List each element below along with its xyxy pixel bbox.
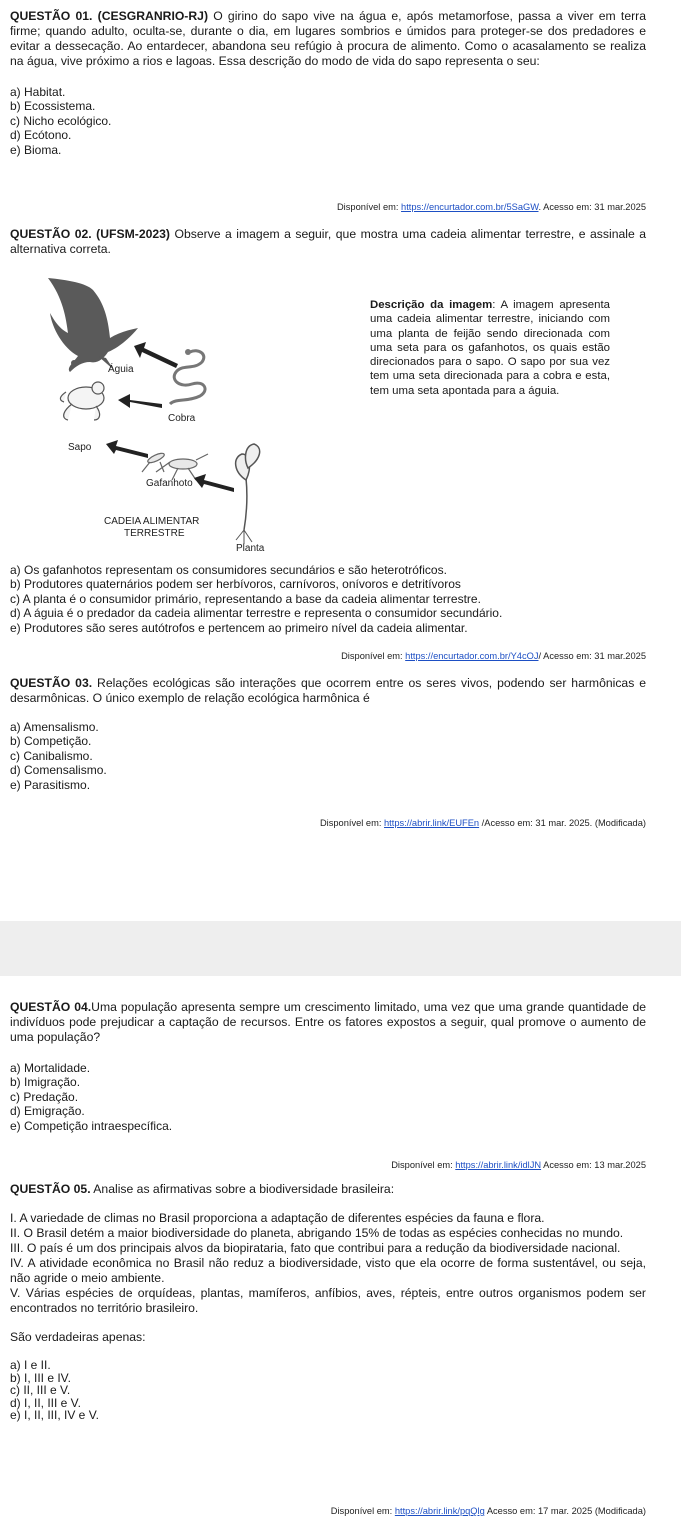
question-5-prompt: São verdadeiras apenas: [10,1330,146,1344]
option-d[interactable]: d) Ecótono. [10,128,72,143]
option-e[interactable]: e) Bioma. [10,142,62,157]
option-a[interactable]: a) Os gafanhotos representam os consumidores secundários e são heterotróficos. [10,563,447,577]
question-1-heading: QUESTÃO 01. (CESGRANRIO-RJ) [10,9,209,23]
option-d[interactable]: d) A águia é o predador da cadeia alimentar terrestre e representa o consumidor secundário. [10,606,503,621]
question-3-source: Disponível em: https://abrir.link/EUFEn /Acesso em: 31 mar. 2025. (Modificada) [319,818,646,828]
question-2-heading: QUESTÃO 02. (UFSM-2023) [10,227,170,241]
question-3 [10,676,646,792]
question-3-heading: QUESTÃO 03. [10,676,93,690]
frog-icon [60,382,104,420]
option-c[interactable]: c) A planta é o consumidor primário, representando a base da cadeia alimentar terrestre. [10,591,481,606]
statement-4: IV. A atividade econômica no Brasil não reduz a biodiversidade, visto que ela ocorre de forma sustentável, ou seja, não agride o meio ambiente. [10,1256,646,1285]
option-a[interactable]: a) Mortalidade. [10,1061,91,1075]
option-b[interactable]: b) Produtores quaternários podem ser herbívoros, carnívoros, onívoros e detritívoros [10,577,461,592]
question-4 [10,1000,646,1133]
plant-icon [236,444,260,544]
question-5-source: Disponível em: https://abrir.link/pqQlg Acesso em: 17 mar. 2025 (Modificada) [330,1506,646,1516]
option-e[interactable]: e) Parasitismo. [10,777,91,792]
question-2-stem: QUESTÃO 02. (UFSM-2023) Observe a imagem a seguir, que mostra uma cadeia alimentar terrestre, e assinale a alternativa correta. [10,227,647,256]
option-c[interactable]: c) II, III e V. [10,1383,71,1398]
image-description-title: Descrição da imagem [370,299,493,311]
option-e[interactable]: e) Produtores são seres autótrofos e pertencem ao primeiro nível da cadeia alimentar. [10,620,468,635]
question-4-stem: QUESTÃO 04.Uma população apresenta sempre um crescimento limitado, uma vez que uma grande quantidade de indivíduos pode prejudicar a captação de recursos. Entre os fatores expostos a seguir, qual promove o aumento de uma população? [10,1000,646,1044]
question-5 [10,1182,646,1422]
eagle-label: Águia [108,364,134,375]
image-description: Descrição da imagem: A imagem apresenta uma cadeia alimentar terrestre, iniciando com uma planta de feijão sendo direcionada com uma seta para os gafanhotos, os quais estão direcionados para o sapo. O sapo por sua vez tem uma seta direcionada para a cobra e esta, tem uma seta apontada para a águia. [370,299,610,397]
option-c[interactable]: c) Canibalismo. [10,748,93,763]
option-e[interactable]: e) Competição intraespecífica. [10,1118,173,1133]
statement-2: II. O Brasil detém a maior biodiversidade do planeta, abrigando 15% de todas as espécies conhecidas no mundo. [10,1226,624,1240]
question-4-heading: QUESTÃO 04. [10,1000,92,1014]
question-4-options [10,1061,646,1133]
question-1-source: Disponível em: https://encurtador.com.br/5SaGW. Acesso em: 31 mar.2025 [336,202,646,212]
question-2-source: Disponível em: https://encurtador.com.br/Y4cOJ/ Acesso em: 31 mar.2025 [341,651,646,661]
option-b[interactable]: b) Competição. [10,734,92,749]
arrow-icon [106,440,148,458]
question-3-source-link[interactable]: https://abrir.link/EUFEn [384,818,480,828]
question-5-heading: QUESTÃO 05. [10,1182,91,1196]
page-2 [0,976,681,1521]
frog-label: Sapo [68,442,92,453]
question-5-stem: QUESTÃO 05. Analise as afirmativas sobre a biodiversidade brasileira: [10,1182,395,1196]
question-5-source-link[interactable]: https://abrir.link/pqQlg [394,1506,485,1516]
statement-3: III. O país é um dos principais alvos da biopirataria, fato que contribui para a redução da biodiversidade nacional. [10,1241,621,1255]
statement-5: V. Várias espécies de orquídeas, plantas, mamíferos, anfíbios, aves, répteis, entre outros organismos podem ser encontrados no território brasileiro. [10,1286,646,1315]
question-1-options [10,85,646,157]
question-1 [10,9,646,157]
snake-label: Cobra [168,413,196,424]
food-chain-diagram [38,258,288,558]
question-5-statements [10,1211,646,1316]
question-3-stem: QUESTÃO 03. Relações ecológicas são interações que ocorrem entre os seres vivos, podendo ser harmônicas e desarmônicas. O único exemplo de relação ecológica harmônica é [10,676,646,705]
statement-1: I. A variedade de climas no Brasil proporciona a adaptação de diferentes espécies da fauna e flora. [10,1211,545,1225]
option-b[interactable]: b) I, III e IV. [10,1370,71,1385]
option-a[interactable]: a) Amensalismo. [10,720,99,734]
plant-label: Planta [236,543,265,554]
arrow-icon [134,342,178,368]
option-c[interactable]: c) Predação. [10,1089,79,1104]
question-4-source-link[interactable]: https://abrir.link/idlJN [455,1160,542,1170]
option-a[interactable]: a) Habitat. [10,85,66,99]
question-1-source-link[interactable]: https://encurtador.com.br/5SaGW [401,202,539,212]
option-a[interactable]: a) I e II. [10,1358,51,1372]
question-1-stem: QUESTÃO 01. (CESGRANRIO-RJ) O girino do sapo vive na água e, após metamorfose, passa a viver em terra firme; quando adulto, oculta-se, durante o dia, em lugares sombrios e úmidos para proteger-se dos predadores e evitar a dessecação. Ao entardecer, abandona seu refúgio à procura de alimento. Como o acasalamento se realiza na água, vive próximo a rios e lagoas. Essa descrição do modo de vida do sapo representa o seu: [10,9,646,68]
question-2-source-link[interactable]: https://encurtador.com.br/Y4cOJ [405,651,539,661]
diagram-title-line2: TERRESTRE [124,528,185,539]
question-2-options [10,563,646,635]
option-d[interactable]: d) Comensalismo. [10,763,107,778]
diagram-title-line1: CADEIA ALIMENTAR [104,516,200,527]
question-3-options [10,720,646,792]
option-e[interactable]: e) I, II, III, IV e V. [10,1408,99,1423]
arrow-icon [118,394,162,408]
page-break [0,921,681,976]
eagle-icon [48,278,138,372]
option-d[interactable]: d) Emigração. [10,1104,85,1119]
arrow-icon [194,474,234,492]
grasshopper-icon [142,451,208,480]
option-b[interactable]: b) Imigração. [10,1075,81,1090]
grasshopper-label: Gafanhoto [146,478,193,489]
question-4-source: Disponível em: https://abrir.link/idlJN Acesso em: 13 mar.2025 [391,1160,646,1170]
question-5-options [10,1359,646,1422]
option-c[interactable]: c) Nicho ecológico. [10,113,112,128]
option-b[interactable]: b) Ecossistema. [10,99,96,114]
option-d[interactable]: d) I, II, III e V. [10,1395,81,1410]
snake-icon [170,349,205,404]
question-2 [10,227,646,257]
